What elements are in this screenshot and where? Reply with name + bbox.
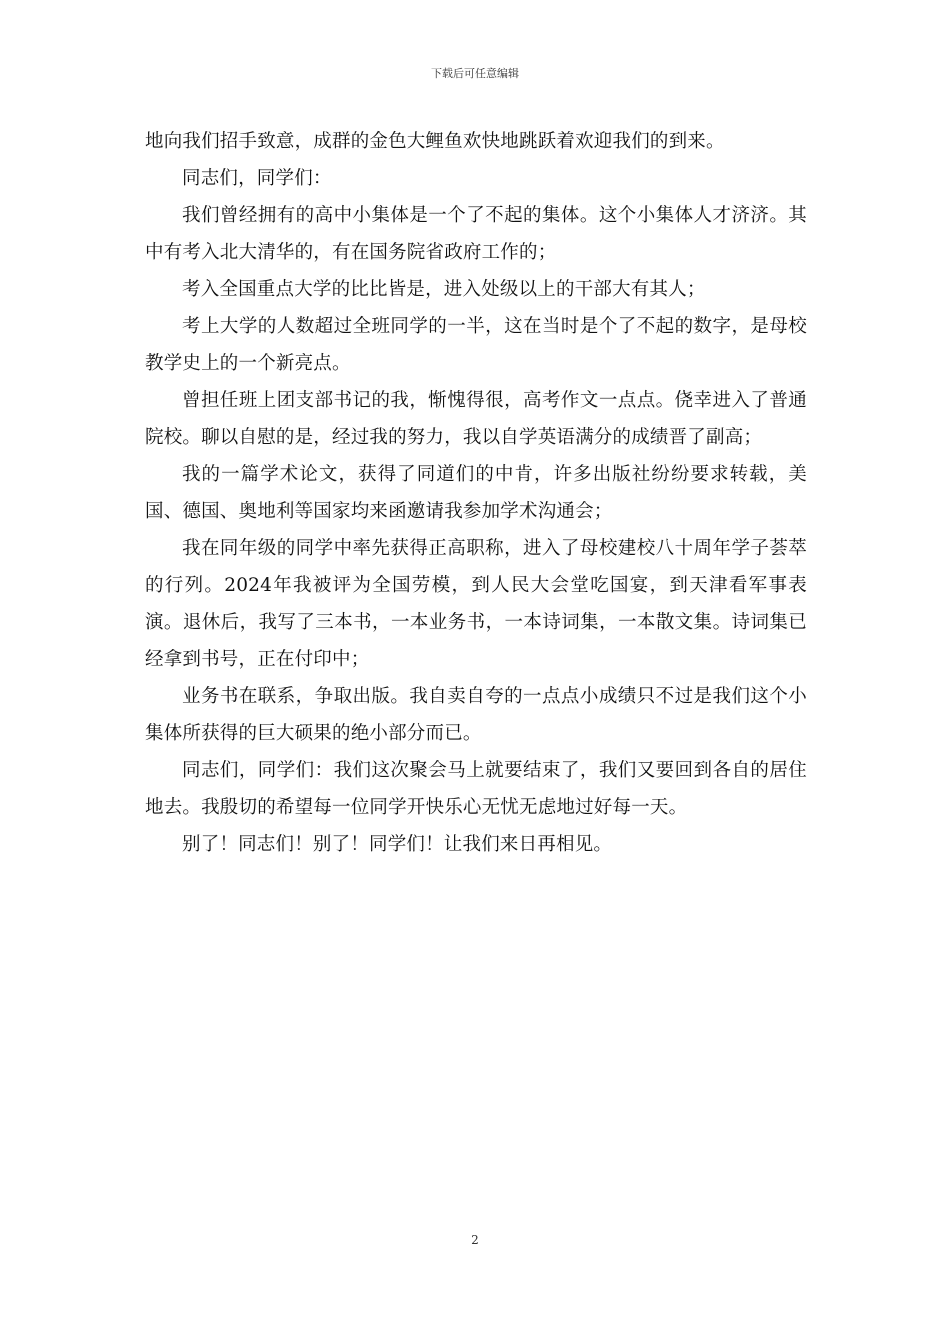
page-number: 2 [471, 1233, 479, 1247]
page-header: 下载后可任意编辑 [431, 67, 519, 80]
paragraph-continuation: 地向我们招手致意，成群的金色大鲤鱼欢快地跳跃着欢迎我们的到来。 [145, 131, 725, 152]
document-body [145, 123, 807, 863]
paragraph-farewell: 别了！同志们！别了！同学们！让我们来日再相见。 [182, 834, 613, 855]
paragraph-salutation: 同志们，同学们： [182, 168, 332, 189]
paragraph: 考入全国重点大学的比比皆是，进入处级以上的干部大有其人； [182, 279, 706, 300]
paragraph: 业务书在联系，争取出版。我自卖自夸的一点点小成绩只不过是我们这个小集体所获得的巨大硕果的绝小部分而已。 [145, 686, 807, 744]
paragraph: 我的一篇学术论文，获得了同道们的中肯，许多出版社纷纷要求转载，美国、德国、奥地利等国家均来函邀请我参加学术沟通会； [145, 464, 807, 522]
paragraph: 同志们，同学们：我们这次聚会马上就要结束了，我们又要回到各自的居住地去。我殷切的希望每一位同学开快乐心无忧无虑地过好每一天。 [145, 760, 807, 818]
paragraph: 我在同年级的同学中率先获得正高职称，进入了母校建校八十周年学子荟萃的行列。2024年我被评为全国劳模，到人民大会堂吃国宴，到天津看军事表演。退休后，我写了三本书，一本业务书，一本诗词集，一本散文集。诗词集已经拿到书号，正在付印中； [145, 538, 807, 670]
paragraph: 曾担任班上团支部书记的我，惭愧得很，高考作文一点点。侥幸进入了普通院校。聊以自慰的是，经过我的努力，我以自学英语满分的成绩晋了副高； [145, 390, 807, 448]
paragraph: 考上大学的人数超过全班同学的一半，这在当时是个了不起的数字，是母校教学史上的一个新亮点。 [145, 316, 807, 374]
paragraph: 我们曾经拥有的高中小集体是一个了不起的集体。这个小集体人才济济。其中有考入北大清华的，有在国务院省政府工作的； [145, 205, 807, 263]
